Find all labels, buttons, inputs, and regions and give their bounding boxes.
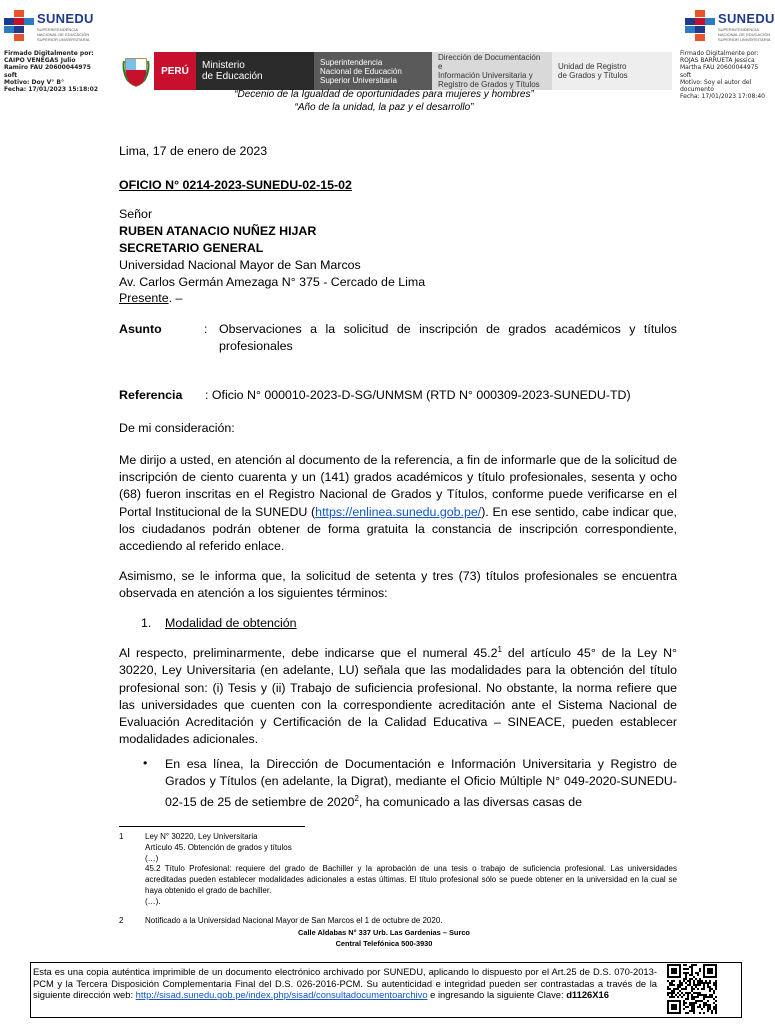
bullet-paragraph-1: En esa línea, la Dirección de Documentación e Información Universitaria y Registro de Grados y Títulos (en adelante, la Digrat), mediante el Oficio Múltiple N° 049-2020-SUNEDU-02-15 de 25 de setiembre de 2020$^2$, ha comunicado a las diversas casas de [165,757,677,810]
authenticity-notice: Esta es una copia auténtica imprimible de un documento electrónico archivado por SUNEDU, aplicando lo dispuesto por el Art.25 de D.S. 070-2013-PCM y la Tercera Disposición Complementaria Final del D.S. 026-2016-PCM. Su autenticidad e integridad pueden ser contrastadas a través de la siguiente dirección web: http://sisad.sunedu.gob.pe/index.php/sisad/consultadocumentoarchivo e ingresando la siguiente Clave: d1126X16 [33,966,657,1001]
sunedu-logo-subtitle: SUPERINTENDENCIA NACIONAL DE EDUCACIÓN SUPERIOR UNIVERSITARIA [37,27,90,42]
referencia-label: Referencia [119,388,183,402]
footer-address: Calle Aldabas N° 337 Urb. Las Gardenias – Surco [298,928,470,937]
footnote-divider [119,826,305,827]
recipient-institution: Universidad Nacional Mayor de San Marcos [119,258,361,272]
sunedu-logo-subtitle: SUPERINTENDENCIA NACIONAL DE EDUCACIÓN SUPERIOR UNIVERSITARIA [718,27,771,42]
asunto-text: Observaciones a la solicitud de inscripción de grados académicos y títulos profesionales [219,322,677,354]
referencia-text: : Oficio N° 000010-2023-D-SG/UNMSM (RTD N° 000309-2023-SUNEDU-TD) [205,388,631,402]
presente-line: Presente. – [119,291,183,305]
sunedu-emblem-icon [4,10,34,44]
sunedu-logo-left [4,8,94,48]
unidad-block: Unidad de Registro de Grados y Títulos [552,52,672,90]
footer-phone: Central Telefónica 500-3930 [335,939,433,948]
recipient-address: Av. Carlos Germán Amezaga N° 375 - Cercado de Lima [119,275,426,289]
paragraph-1: Me dirijo a usted, en atención al documento de la referencia, a fin de informarle que de la solicitud de inscripción de ciento cuarenta y un (141) grados académicos y título profesionales, sesenta y ocho (68) fueron inscritas en el Registro Nacional de Grados y Títulos, conforme puede verificarse en el Portal Institucional de la SUNEDU (https://enlinea.sunedu.gob.pe/). En ese sentido, cabe indicar que, los ciudadanos podrán obtener de forma gratuita la constancia de inscripción correspondiente, accediendo al referido enlace. [119,453,677,554]
footnote-2: Notificado a la Universidad Nacional Mayor de San Marcos el 1 de octubre de 2020. [145,916,443,925]
asunto-separator: : [204,322,208,336]
motto-line-2: “Año de la unidad, la paz y el desarrollo” [294,102,474,113]
peru-label: PERÚ [154,52,196,90]
sunedu-logo-word: SUNEDU [718,11,775,26]
greeting: De mi consideración: [119,421,235,435]
oficio-number: OFICIO N° 0214-2023-SUNEDU-02-15-02 [119,178,352,192]
sunedu-emblem-icon [685,10,715,44]
qr-code-icon [667,964,717,1014]
recipient-title: SECRETARIO GENERAL [119,241,264,255]
digital-signature-right: Firmado Digitalmente por: ROJAS BARRUETA Jessica Martha FAU 20600044975 soft Motivo: Soy el autor del documento Fecha: 17/01/2023 17:08:40 [680,50,765,101]
ministerio-block: Ministerio de Educación [196,52,314,90]
footnote-2-number: 2 [119,916,124,925]
motto-line-1: “Decenio de la Igualdad de oportunidades para mujeres y hombres” [234,89,534,100]
salutation: Señor [119,207,153,221]
paragraph-3: Al respecto, preliminarmente, debe indicarse que el numeral 45.2$^1$ del artículo 45° de la Ley N° 30220, Ley Universitaria (en adelante, LU) señala que las modalidades para la obtención del título profesional son: (i) Tesis y (ii) Trabajo de suficiencia profesional. No obstante, la norma refiere que las universidades que cuenten con la correspondiente acreditación ante el Sistema Nacional de Evaluación Acreditación y Certificación de la Calidad Educativa – SINEACE, pueden establecer modalidades adicionales. [119,645,678,747]
sisad-verification-link[interactable]: http://sisad.sunedu.gob.pe/index.php/sisad/consultadocumentoarchivo [135,989,428,1001]
digital-signature-left: Firmado Digitalmente por: CAIPO VENEGAS Julio Ramiro FAU 20600044975 soft Motivo: Doy V° B° Fecha: 17/01/2023 15:18:02 [4,50,99,94]
coat-of-arms-icon [118,52,154,90]
section-1-title: Modalidad de obtención [165,616,297,630]
footnote-1: Ley N° 30220, Ley Universitaria Artículo 45. Obtención de grados y títulos (…) 45.2 Título Profesional: requiere del grado de Bachiller y la aprobación de una tesis o trabajo de suficiencia profesional. Las universidades acreditadas pueden establecer modalidades adicionales a estas últimas. El título profesional sólo se puede obtener en la universidad en la cual se haya obtenido el grado de bachiller. (…). [145,832,677,906]
sunedu-logo-word: SUNEDU [37,11,94,26]
asunto-label: Asunto [119,322,162,336]
superintendencia-block: Superintendencia Nacional de Educación Superior Universitaria [314,52,432,90]
government-header [118,52,672,90]
footnote-1-number: 1 [119,832,124,841]
sunedu-portal-link[interactable]: https://enlinea.sunedu.gob.pe/ [315,504,482,519]
sunedu-logo-right [685,8,775,48]
bullet-marker: • [143,756,148,770]
recipient-name: RUBEN ATANACIO NUÑEZ HIJAR [119,224,317,238]
direccion-block: Dirección de Documentación e Información Universitaria y Registro de Grados y Títulos [432,52,552,90]
paragraph-2: Asimismo, se le informa que, la solicitud de setenta y tres (73) títulos profesionales se encuentra observada en atención a los siguientes términos: [119,569,677,601]
section-1-number: 1. [141,616,152,630]
letter-date: Lima, 17 de enero de 2023 [119,144,268,158]
